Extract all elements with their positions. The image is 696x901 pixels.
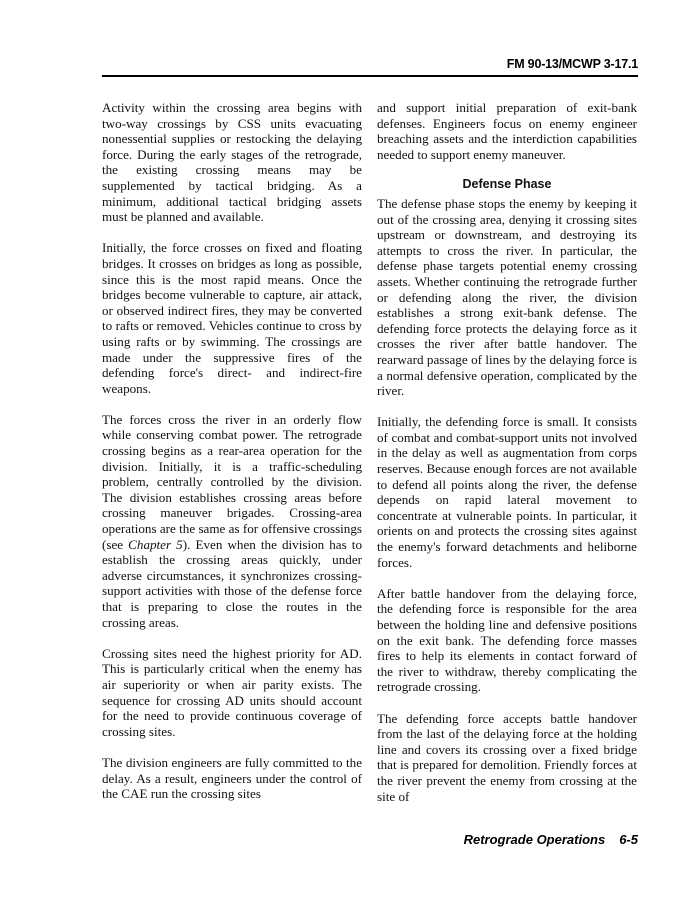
paragraph-orderly-flow: The forces cross the river in an orderly flow while conserving combat power. The retrograde crossing begins as a rear-area operation for the division. Initially, it is a traffic-scheduling problem, centrally controlled by the division. The division establishes crossing areas before crossing maneuver brigades. Crossing-area operations are the same as for offensive crossings (see Chapter 5). Even when the division has to establish the crossing areas quickly, under adverse circumstances, it synchronizes crossing-support activities with those of the defense force that is preparing to close the routes in the crossing areas. <box>102 411 362 630</box>
paragraph-crossing-activity: Activity within the crossing area begins with two-way crossings by CSS units evacuating nonessential supplies or restocking the delaying force. During the early stages of the retrograde, the existing crossing means may be supplemented by tactical bridging. As a minimum, additional tactical bridging assets must be planned and available. <box>102 100 362 225</box>
paragraph-air-defense: Crossing sites need the highest priority for AD. This is particularly critical when the enemy has air superiority or when air parity exists. The sequence for crossing AD units should account for the need to provide continuous coverage of crossing sites. <box>102 645 362 739</box>
left-column <box>102 100 362 802</box>
running-footer <box>102 832 638 847</box>
page-number: 6-5 <box>619 832 638 847</box>
paragraph-defense-phase: The defense phase stops the enemy by keeping it out of the crossing area, denying it crossing sites upstream or downstream, and destroying its attempts to cross the river. In particular, the defense phase targets potential enemy crossing assets. Whether continuing the retrograde further or defending along the river, the division establishes a strong exit-bank defense. The defending force protects the delaying force as it crosses the river after battle handover. The rearward passage of lines by the delaying force is a normal defensive operation, complicated by the river. <box>377 195 637 399</box>
paragraph-exit-bank-defenses: and support initial preparation of exit-bank defenses. Engineers focus on enemy engineer breaching assets and the interdiction capabilities needed to support enemy maneuver. <box>377 100 637 162</box>
paragraph-accepts-handover: The defending force accepts battle handover from the last of the delaying force at the holding line and covers its crossing over a fixed bridge that is prepared for demolition. Friendly forces at the river prevent the enemy from crossing at the site of <box>377 710 637 804</box>
paragraph-bridges: Initially, the force crosses on fixed and floating bridges. It crosses on bridges as long as possible, since this is the most rapid means. Once the bridges become vulnerable to capture, air attack, or observed indirect fires, they may be converted to rafts or removed. Vehicles continue to cross by using rafts or by swimming. The crossings are made under the suppressive fires of the defending force's direct- and indirect-fire weapons. <box>102 240 362 396</box>
publication-number: FM 90-13/MCWP 3-17.1 <box>506 57 638 71</box>
paragraph-division-engineers: The division engineers are fully committed to the delay. As a result, engineers under the control of the CAE run the crossing sites <box>102 754 362 802</box>
running-header <box>102 57 638 77</box>
paragraph-after-battle-handover: After battle handover from the delaying force, the defending force is responsible for the area between the holding line and defensive positions on the exit bank. The defending force masses fires to help its elements in contact forward of the river to withdraw, thereby complicating the retrograde crossing. <box>377 585 637 695</box>
paragraph-defending-force-small: Initially, the defending force is small. It consists of combat and combat-support units not involved in the delay as well as augmentation from corps reserves. Because enough forces are not available to defend all points along the river, the defense depends on rapid lateral movement to concentrate at vulnerable points. In particular, it orients on and protects the crossing sites against the enemy's forward detachments and heliborne forces. <box>377 414 637 570</box>
footer-chapter-title: Retrograde Operations <box>463 832 606 847</box>
section-heading-defense-phase: Defense Phase <box>462 176 552 191</box>
chapter-reference: Chapter 5 <box>128 536 183 552</box>
right-column <box>377 100 637 804</box>
